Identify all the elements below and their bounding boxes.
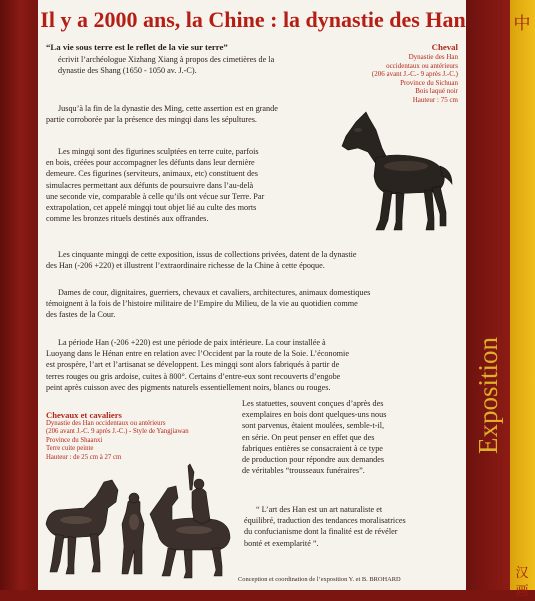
para-line: est prospère, l’art et l’artisanat se développent. Les mingqi sont alors fabriqués à partir de (46, 360, 340, 370)
right-gold-band (510, 0, 535, 599)
para-line: exemplaires en bois dont quelques-uns nous (242, 410, 387, 420)
para-line: La période Han (-206 +220) est une période de paix intérieure. La cour installée à (58, 338, 326, 347)
para-line: des fastes de la Cour. (46, 310, 116, 320)
caption-line: Dynastie des Han (408, 53, 458, 61)
para-line: terres rouges ou gris ardoise, cuites à 800°. Certains d’entre-eux sont recouverts d’engobe (46, 371, 341, 381)
para-line: du confucianisme dont la finalité est de révéler (244, 527, 398, 537)
caption-line: Bois laqué noir (415, 87, 458, 96)
para-periode (46, 337, 461, 393)
para-line: simulacres permettant aux défunts de poursuivre dans l’au-delà (46, 180, 254, 190)
para-dames (46, 287, 461, 321)
para-line: Les cinquante mingqi de cette exposition, issus de collections privées, datent de la dynastie (58, 250, 357, 259)
caption-cavaliers (46, 410, 236, 462)
para-line: équilibré, traduction des tendances moralisatrices (244, 516, 406, 526)
horse-statue-image (336, 108, 460, 238)
para-statuettes (242, 398, 422, 476)
caption-line: Terre cuite peinte (46, 445, 94, 453)
intro-line: écrivit l’archéologue Xizhang Xiang à propos des cimetières de la (58, 54, 275, 64)
caption-line: (206 avant J.-C.- 9 après J.-C.) (371, 70, 458, 79)
para-line: Les mingqi sont des figurines sculptées en terre cuite, parfois (58, 147, 259, 156)
caption-line: (206 avant J.-C. 9 après J.-C.) - Style de Yangjiawan (46, 428, 189, 436)
para-line: Luoyang dans le Hénan entre en relation avec l’Occident par la route de la Soie. L’économie (46, 349, 349, 359)
right-red-band (466, 0, 510, 590)
para-mingqi (46, 146, 346, 224)
caption-line: Dynastie des Han occidentaux ou antérieurs (46, 420, 166, 427)
para-line: une seconde vie, comparable à celle qu’ils ont vécue sur Terre. Par (46, 191, 265, 201)
caption-line: Hauteur : 75 cm (412, 95, 458, 104)
para-art (244, 504, 444, 549)
caption-line: occidentaux ou antérieurs (386, 61, 458, 70)
page-title: Il y a 2000 ans, la Chine : la dynastie des Han (40, 7, 466, 32)
intro-block (46, 42, 336, 76)
para-line: fabriques entières se consacraient à ce type (242, 443, 383, 453)
para-line: bonté et exemplarité ”. (244, 538, 319, 548)
para-line: “ L’art des Han est un art naturaliste et (256, 505, 383, 514)
para-line: sont parvenus, étaient moulées, semble-t-il, (242, 421, 385, 431)
para-line: extrapolation, cet appelé mingqi tout objet lié au culte des morts (46, 203, 257, 213)
horses-riders-image (44, 462, 240, 582)
credit-line: Conception et coordination de l’exposition Y. et B. BROHARD (238, 576, 401, 583)
para-line: témoignent à la fois de l’histoire militaire de l’Empire du Milieu, de la vie au quotidien comme (46, 299, 358, 309)
caption-title: Cheval (431, 42, 458, 52)
intro-quote: “La vie sous terre est le reflet de la vie sur terre” (46, 42, 228, 52)
para-line: Jusqu’à la fin de la dynastie des Ming, cette assertion est en grande (58, 104, 278, 113)
caption-line: Hauteur : de 25 cm à 27 cm (46, 453, 122, 461)
intro-line: dynastie des Shang (1650 - 1050 av. J.-C). (58, 65, 197, 75)
para-line: comme les bronzes rituels destinés aux offrandes. (46, 214, 209, 224)
caption-title: Chevaux et cavaliers (46, 410, 122, 420)
para-line: en série. On peut penser en effet que des (242, 432, 375, 442)
left-border-band (0, 0, 34, 590)
caption-line: Province du Shaanxi (46, 436, 103, 444)
para-line: Les statuettes, souvent conçues d’après des (242, 399, 384, 408)
caption-line: Province du Sichuan (400, 78, 458, 87)
para-line: Dames de cour, dignitaires, guerriers, chevaux et cavaliers, architectures, animaux domestiques (58, 288, 371, 297)
para-cinquante (46, 249, 461, 271)
para-line: de véritables “trousseaux funéraires”. (242, 466, 365, 476)
para-line: en bois, créées pour accompagner les défunts dans leur dernière (46, 158, 255, 168)
seal-top: 中 (513, 14, 531, 34)
para-line: de production pour répondre aux demandes (242, 455, 385, 465)
seal-bottom: 汉画 (515, 566, 529, 599)
para-line: partie corroborée par la présence des mingqi dans les sépultures. (46, 115, 257, 125)
para-line: demeure. Ces figurines (serviteurs, animaux, etc) constituent des (46, 169, 258, 179)
para-ming (46, 103, 346, 125)
para-line: peint après cuisson avec des pigments naturels essentiellement noirs, blancs ou rouges. (46, 382, 331, 392)
side-label-exposition: Exposition (473, 336, 503, 454)
para-line: des Han (-206 +220) et illustrent l’extraordinaire richesse de la Chine à cette époque. (46, 261, 325, 271)
caption-cheval (338, 42, 458, 105)
